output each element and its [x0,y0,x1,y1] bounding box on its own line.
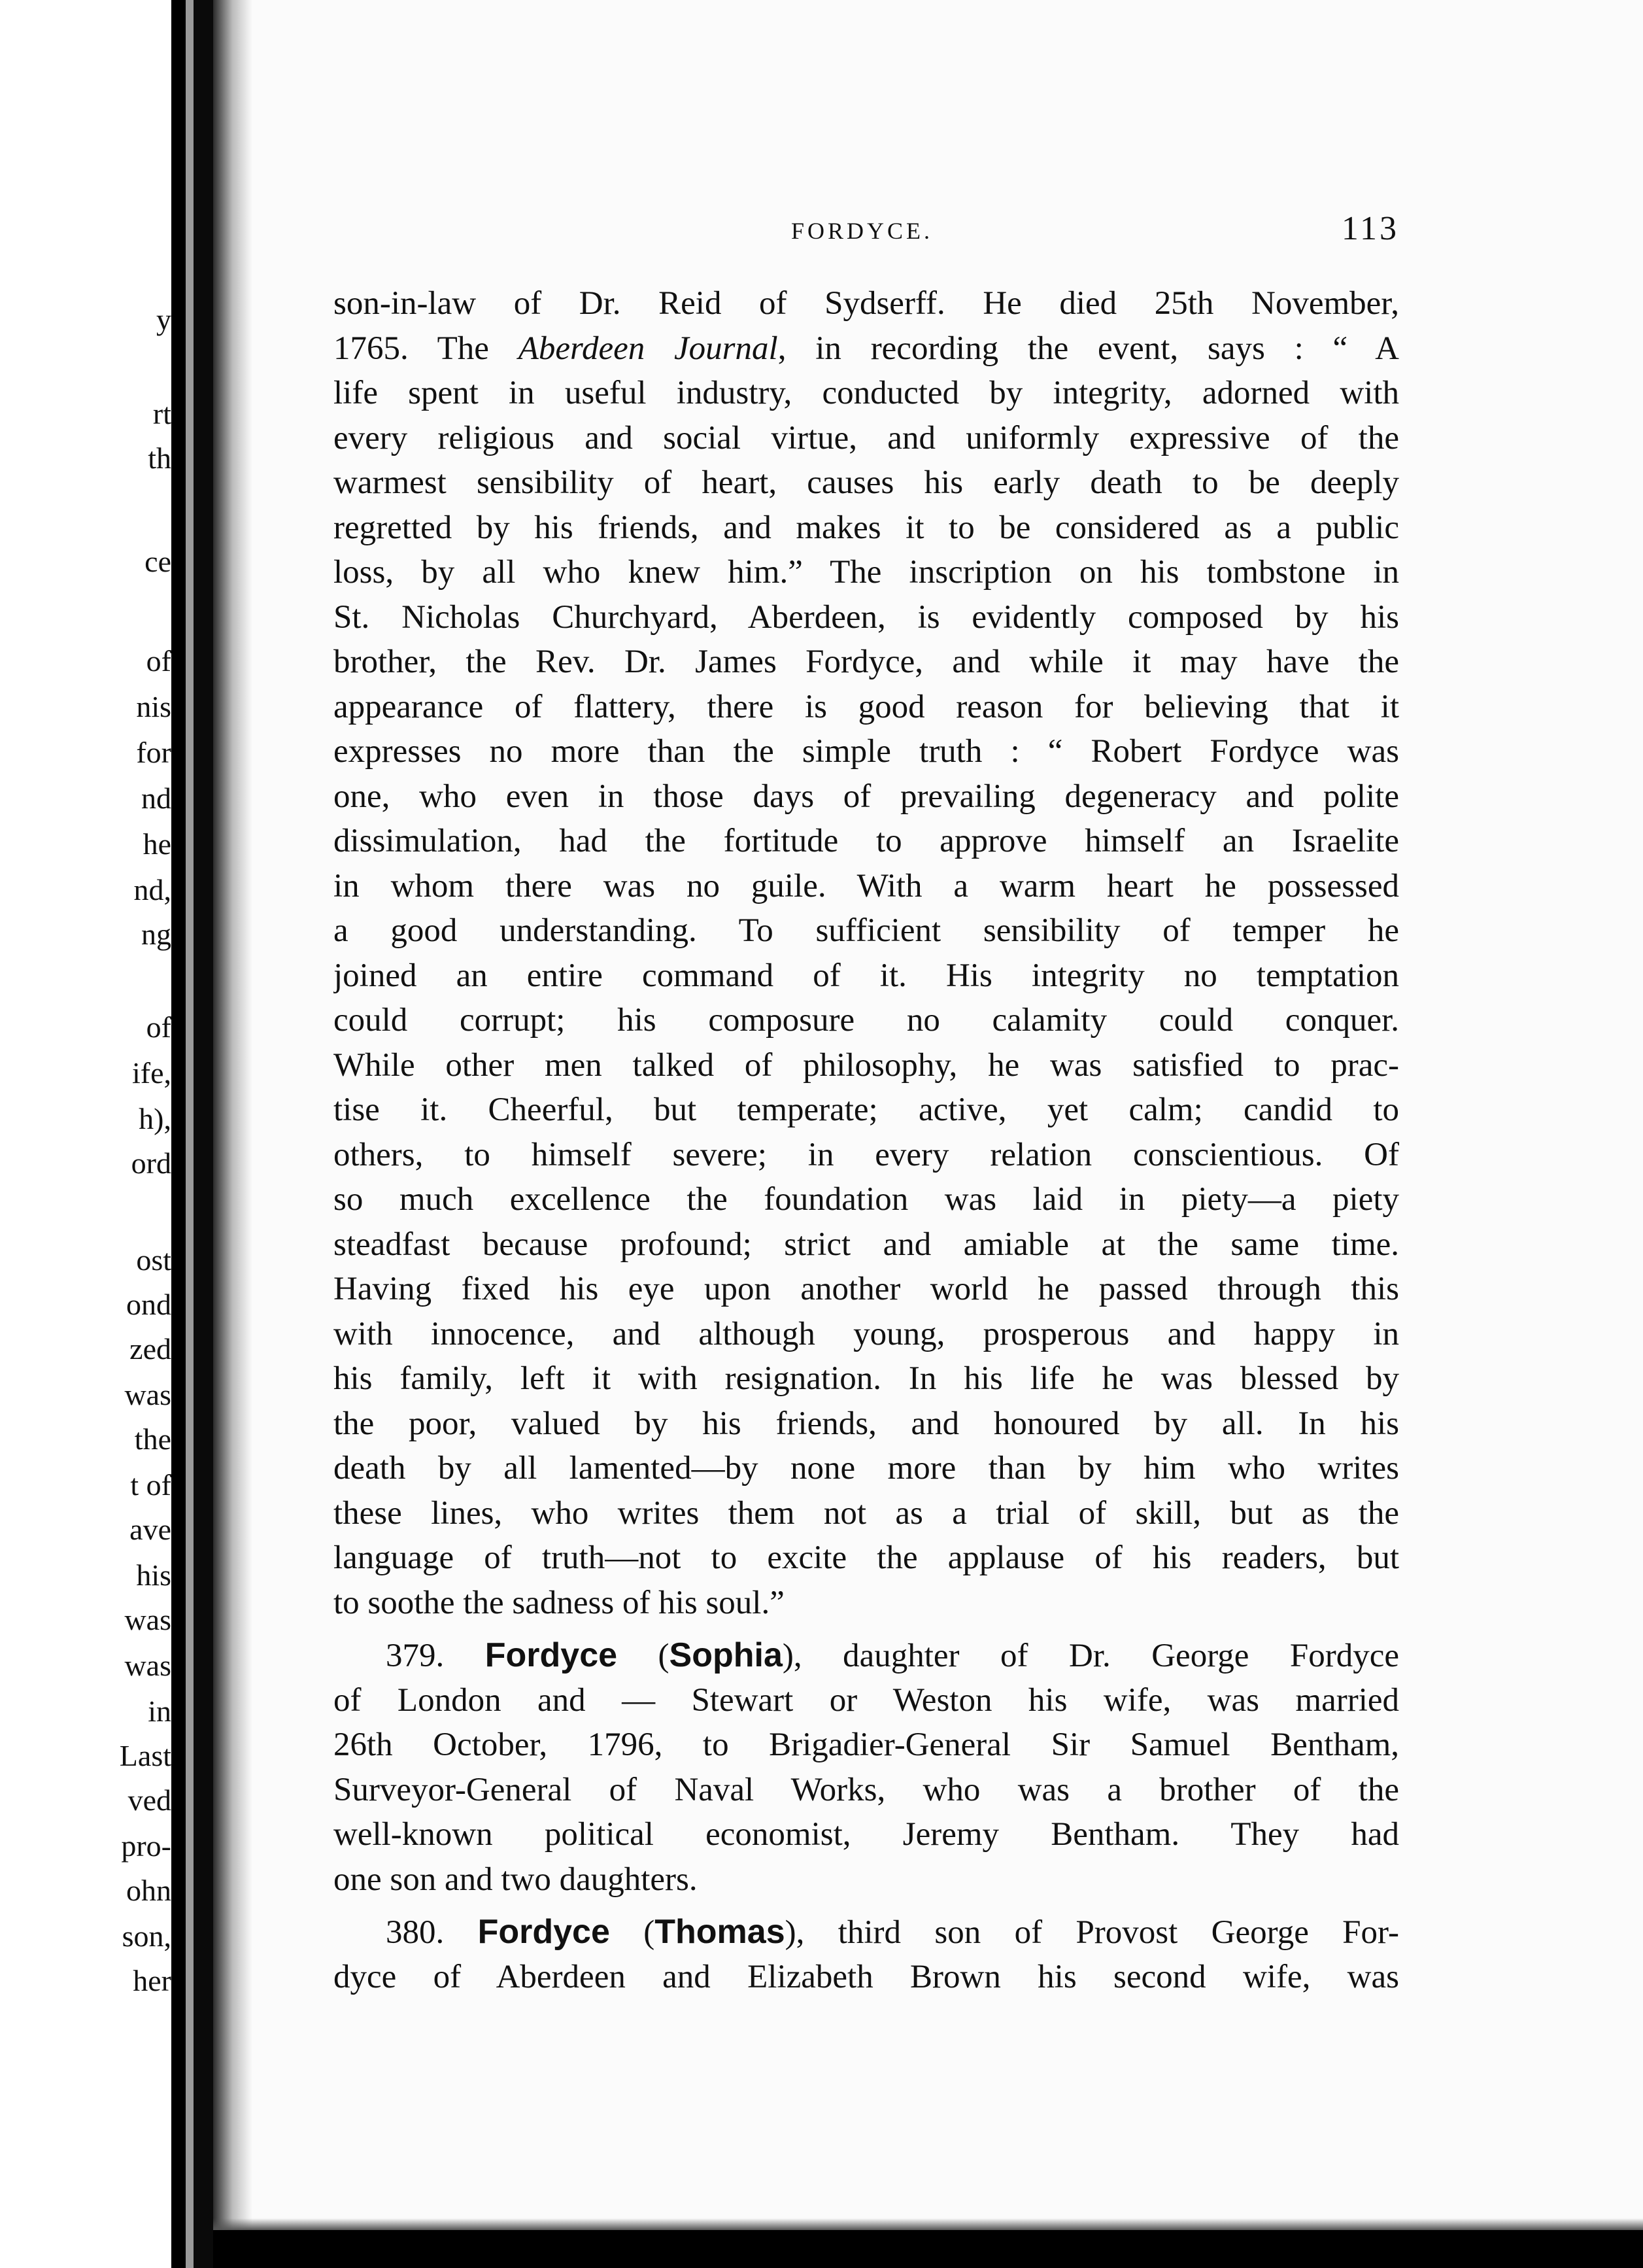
binding-gutter-highlight [186,0,194,2268]
text-line: life spent in useful industry, conducted by integrity, adorned with [333,375,1399,411]
text-line: a good understanding. To sufficient sensibility of temper he [333,912,1399,949]
facing-page-fragment: nis [136,690,171,723]
text-line: death by all lamented—by none more than by him who writes [333,1450,1399,1486]
text-line: St. Nicholas Churchyard, Aberdeen, is evidently composed by his [333,598,1399,636]
text-line: loss, by all who knew him.” The inscription on his tombstone in [333,554,1399,591]
facing-page-fragment: ved [127,1783,171,1817]
facing-page-fragment: nd [141,782,171,815]
page-header [333,209,1399,255]
text-line: son-in-law of Dr. Reid of Sydserff. He died 25th November, [333,285,1399,322]
page-bottom-shadow [213,2218,1643,2230]
facing-page-fragment: t of [130,1468,171,1502]
text-line: of London and — Stewart or Weston his wife, was married [333,1681,1399,1719]
text-line: one son and two daughters. [333,1861,698,1898]
facing-page-fragment: ce [144,545,171,578]
binding-gutter-inner [194,0,213,2268]
text-line: expresses no more than the simple truth : “ Robert Fordyce was [333,733,1399,770]
facing-page-fragment: son, [122,1919,171,1953]
facing-page-fragment: zed [129,1332,171,1366]
facing-page-fragment: her [133,1964,171,1997]
text-line: so much excellence the foundation was laid in piety—a piety [333,1181,1399,1218]
entry-surname: Fordyce [484,1636,618,1674]
text-line: tise it. Cheerful, but temperate; active, yet calm; candid to [333,1091,1399,1128]
facing-page-fragment: was [124,1603,171,1636]
facing-page-fragment: was [124,1649,171,1682]
text-line: Having fixed his eye upon another world he passed through this [333,1271,1399,1307]
text-line: every religious and social virtue, and uniformly expressive of the [333,419,1399,456]
facing-page-fragment: ost [136,1243,171,1277]
text-line: with innocence, and although young, prosperous and happy in [333,1315,1399,1352]
text-line: joined an entire command of it. His integrity no temptation [333,957,1399,994]
binding-gutter [171,0,186,2268]
body-text [333,281,1399,1999]
text-line: one, who even in those days of prevailing degeneracy and polite [333,778,1399,815]
text-line: regretted by his friends, and makes it to be considered as a public [333,509,1399,546]
text-line: warmest sensibility of heart, causes his early death to be deeply [333,464,1399,501]
facing-page-edge [0,0,171,2268]
facing-page-fragment: nd, [133,873,171,906]
binding-shadow [213,0,252,2268]
text-line: could corrupt; his composure no calamity could conquer. [333,1002,1399,1039]
text-line: these lines, who writes them not as a trial of skill, but as the [333,1494,1399,1532]
facing-page-fragment: h), [139,1102,171,1135]
text-line: While other men talked of philosophy, he was satisfied to prac- [333,1046,1399,1084]
facing-page-fragment: Last [119,1739,171,1772]
facing-page-fragment: ave [129,1513,171,1546]
entry-379-heading-line: 379. Fordyce (Sophia), daughter of Dr. George Fordyce [386,1636,1399,1674]
facing-page-fragment: he [143,827,171,861]
facing-page-fragment: th [148,441,171,475]
facing-page-fragment: ng [141,918,171,951]
entry-number: 379. [386,1638,445,1674]
journal-title: Aberdeen Journal [518,330,778,367]
entry-surname: Fordyce [477,1913,610,1951]
page-number: 113 [1341,210,1399,247]
text-line: the poor, valued by his friends, and honoured by all. In his [333,1405,1399,1442]
entry-forename: Sophia [669,1636,783,1674]
facing-page-fragment: the [134,1422,171,1456]
facing-page-fragment: y [156,303,171,336]
text-line: brother, the Rev. Dr. James Fordyce, and while it may have the [333,644,1399,680]
text-line: others, to himself severe; in every relation conscientious. Of [333,1136,1399,1173]
facing-page-fragment: rt [152,397,171,430]
facing-page-fragment: ife, [131,1056,171,1090]
facing-page-fragment: was [124,1378,171,1411]
facing-page-fragment: of [146,644,171,678]
text-line: in whom there was no guile. With a warm heart he possessed [333,867,1399,904]
text-line: his family, left it with resignation. In his life he was blessed by [333,1360,1399,1397]
entry-forename: Thomas [654,1913,785,1951]
text-line: dyce of Aberdeen and Elizabeth Brown his second wife, was [333,1958,1399,1995]
text-line: 26th October, 1796, to Brigadier-General Sir Samuel Bentham, [333,1727,1399,1763]
page-bottom-edge [213,2230,1643,2268]
entry-number: 380. [386,1914,445,1951]
facing-page-fragment: ond [126,1288,171,1321]
text-line: well-known political economist, Jeremy Bentham. They had [333,1816,1399,1853]
running-head: FORDYCE. [791,218,934,244]
facing-page-fragment: for [136,736,171,769]
facing-page-fragment: ohn [126,1874,171,1907]
text-line: to soothe the sadness of his soul.” [333,1584,785,1621]
facing-page-fragment: his [136,1558,171,1592]
facing-page-fragment: in [148,1694,171,1728]
facing-page-fragment: pro- [121,1829,171,1863]
text-line: steadfast because profound; strict and amiable at the same time. [333,1226,1399,1263]
text-line: Surveyor-General of Naval Works, who was a brother of the [333,1771,1399,1808]
text-line: dissimulation, had the fortitude to approve himself an Israelite [333,823,1399,859]
text-line: appearance of flattery, there is good reason for believing that it [333,688,1399,725]
text-line: language of truth—not to excite the applause of his readers, but [333,1539,1399,1576]
facing-page-fragment: ord [131,1146,171,1180]
facing-page-fragment: of [146,1010,171,1044]
text-line: 1765. The Aberdeen Journal, in recording the event, says : “ A [333,330,1399,367]
entry-380-heading-line: 380. Fordyce (Thomas), third son of Provost George For- [386,1913,1399,1951]
